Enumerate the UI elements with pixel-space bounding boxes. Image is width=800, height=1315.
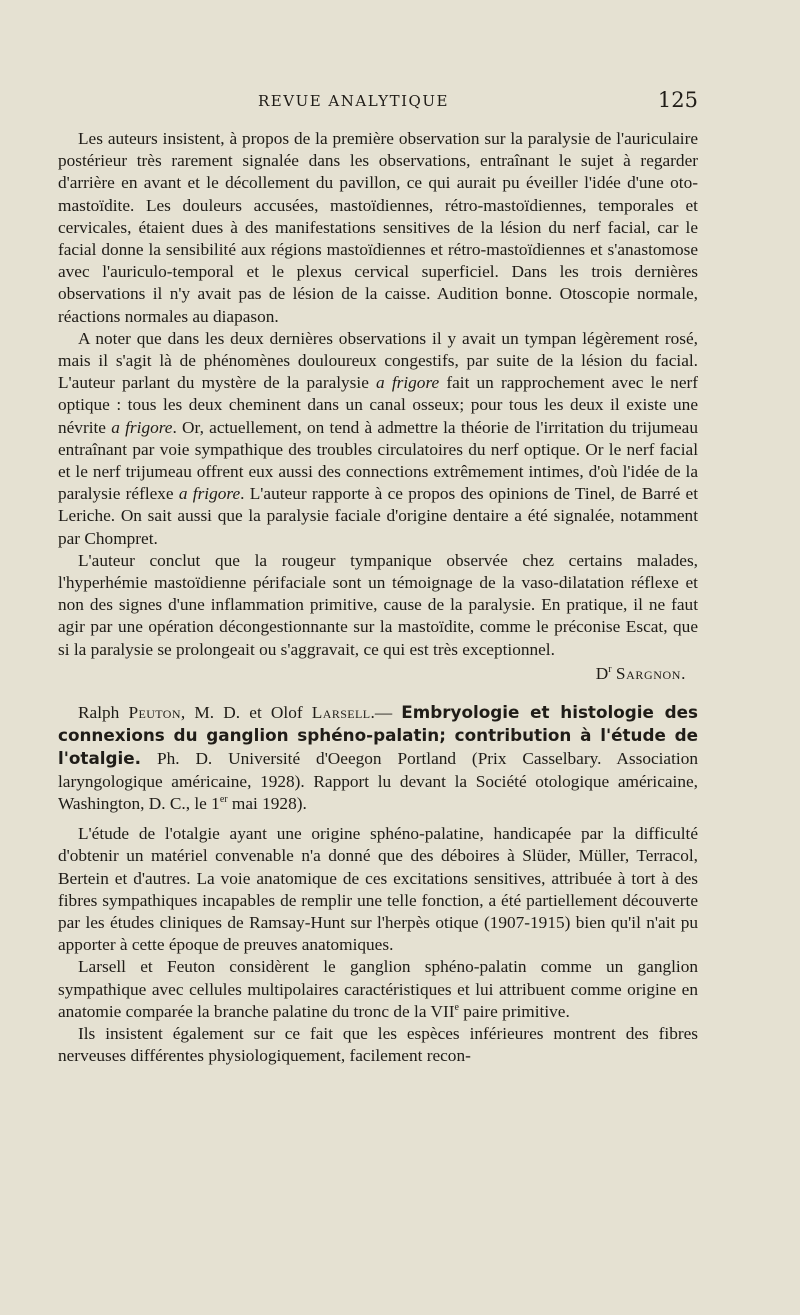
text-run: A noter que dans les deux dernières observations il y avait un tympan légèrement rosé, mais il s'agit là de phénomènes douloureux congestifs, par suite de la lésion du facial. L'auteur parlant du mystère de la paralysie	[58, 328, 698, 393]
page-header	[58, 88, 698, 116]
paragraph	[58, 328, 698, 550]
paragraph: Les auteurs insistent, à propos de la première observation sur la paralysie de l'auriculaire postérieur très rarement signalée dans les observations, entraînant le sujet à regarder d'arrière en avant et le décollement du pavillon, ce qui aurait pu éveiller l'idée d'une oto-mastoïdite. Les douleurs accusées, mastoïdiennes, rétro-mastoïdiennes, temporales et cervicales, étaient dues à des manifestations sensitives de la lésion du nerf facial, car le facial donne la sensibilité aux régions mastoïdiennes et rétro-mastoïdiennes et s'anastomose avec l'auriculo-temporal et le plexus cervical superficiel. Dans les trois dernières observations il n'y avait pas de lésion de la caisse. Audition bonne. Otoscopie normale, réactions normales au diapason.	[58, 129, 698, 326]
document-body	[58, 128, 698, 1067]
author-last-name: Peuton	[128, 703, 181, 723]
text-run: fait un rapprochement avec le nerf optique : tous les deux cheminent dans un canal osseux; pour tous les deux il existe une névrite	[58, 373, 699, 437]
publication-details: Ph. D. Université d'Oeegon Portland (Prix Casselbary. Association laryngologique américaine, 1928). Rapport lu devant la Société otologique américaine, Washington, D. C., le 1	[58, 749, 698, 813]
author-first-name: Ralph	[78, 703, 129, 723]
author-last-name: Larsell	[311, 703, 371, 723]
text-run: . Or, actuellement, on tend à admettre la théorie de l'irritation du trijumeau entraînant par voie sympathique des troubles circulatoires du nerf optique. Or le nerf facial et le nerf trijumeau offrent eux aussi des connections extrêmement intimes, d'où l'idée de la paralysie réflexe	[58, 417, 698, 504]
italic-term: a frigore	[178, 484, 241, 504]
paragraph: Ils insistent également sur ce fait que les espèces inférieures montrent des fibres nerveuses différentes physiologiquement, facilement recon-	[58, 1023, 698, 1066]
signature-sup: r	[608, 664, 612, 676]
ordinal-sup: e	[454, 1001, 459, 1013]
text-run: .—	[370, 703, 402, 723]
article-title: Embryologie et histologie des connexions du ganglion sphéno-palatin; contribution à l'étude de l'otalgie.	[58, 702, 698, 769]
bibliographic-entry	[58, 701, 698, 815]
paragraph	[58, 956, 698, 1023]
text-run: . L'auteur rapporte à ce propos des opinions de Tinel, de Barré et Leriche. On sait aussi que la paralysie faciale d'origine dentaire a été signalée, notamment par Chompret.	[58, 484, 699, 548]
publication-details: mai 1928).	[227, 793, 307, 813]
signature-name: Sargnon.	[615, 663, 686, 683]
italic-term: a frigore	[111, 417, 173, 437]
running-title: REVUE ANALYTIQUE	[258, 92, 449, 110]
text-run: paire primitive.	[458, 1001, 570, 1021]
paragraph: L'étude de l'otalgie ayant une origine sphéno-palatine, handicapée par la difficulté d'obtenir un matériel convenable n'a donné que des déboires à Slüder, Müller, Terracol, Bertein et d'autres. La voie anatomique de ces excitations sensitives, attribuée à tort à des fibres sympathiques incapables de remplir une telle fonction, a été partiellement découverte par les études cliniques de Ramsay-Hunt sur l'herpès otique (1907-1915) bien qu'il n'ait pu apporter à cette époque de preuves anatomiques.	[58, 824, 698, 955]
author-signature	[58, 663, 686, 685]
italic-term: a frigore	[376, 373, 440, 393]
ordinal-sup: er	[219, 794, 228, 806]
text-run: Larsell et Feuton considèrent le ganglion sphéno-palatin comme un ganglion sympathique avec cellules multipolaires caractéristiques et lui attribuent comme origine en anatomie comparée la branche palatine du tronc de la VII	[58, 957, 698, 1021]
paragraph: L'auteur conclut que la rougeur tympanique observée chez certains malades, l'hyperhémie mastoïdienne périfaciale sont un témoignage de la vaso-dilatation réflexe et non des signes d'une inflammation primitive, cause de la paralysie. En pratique, il ne faut agir par une opération décongestionnante sur la mastoïdite, comme le préconise Escat, que si la paralysie se prolongeait ou s'aggravait, ce qui est très exceptionnel.	[58, 550, 698, 659]
page-number: 125	[657, 88, 698, 112]
signature-title: D	[595, 663, 609, 683]
text-run: , M. D. et Olof	[180, 703, 312, 723]
